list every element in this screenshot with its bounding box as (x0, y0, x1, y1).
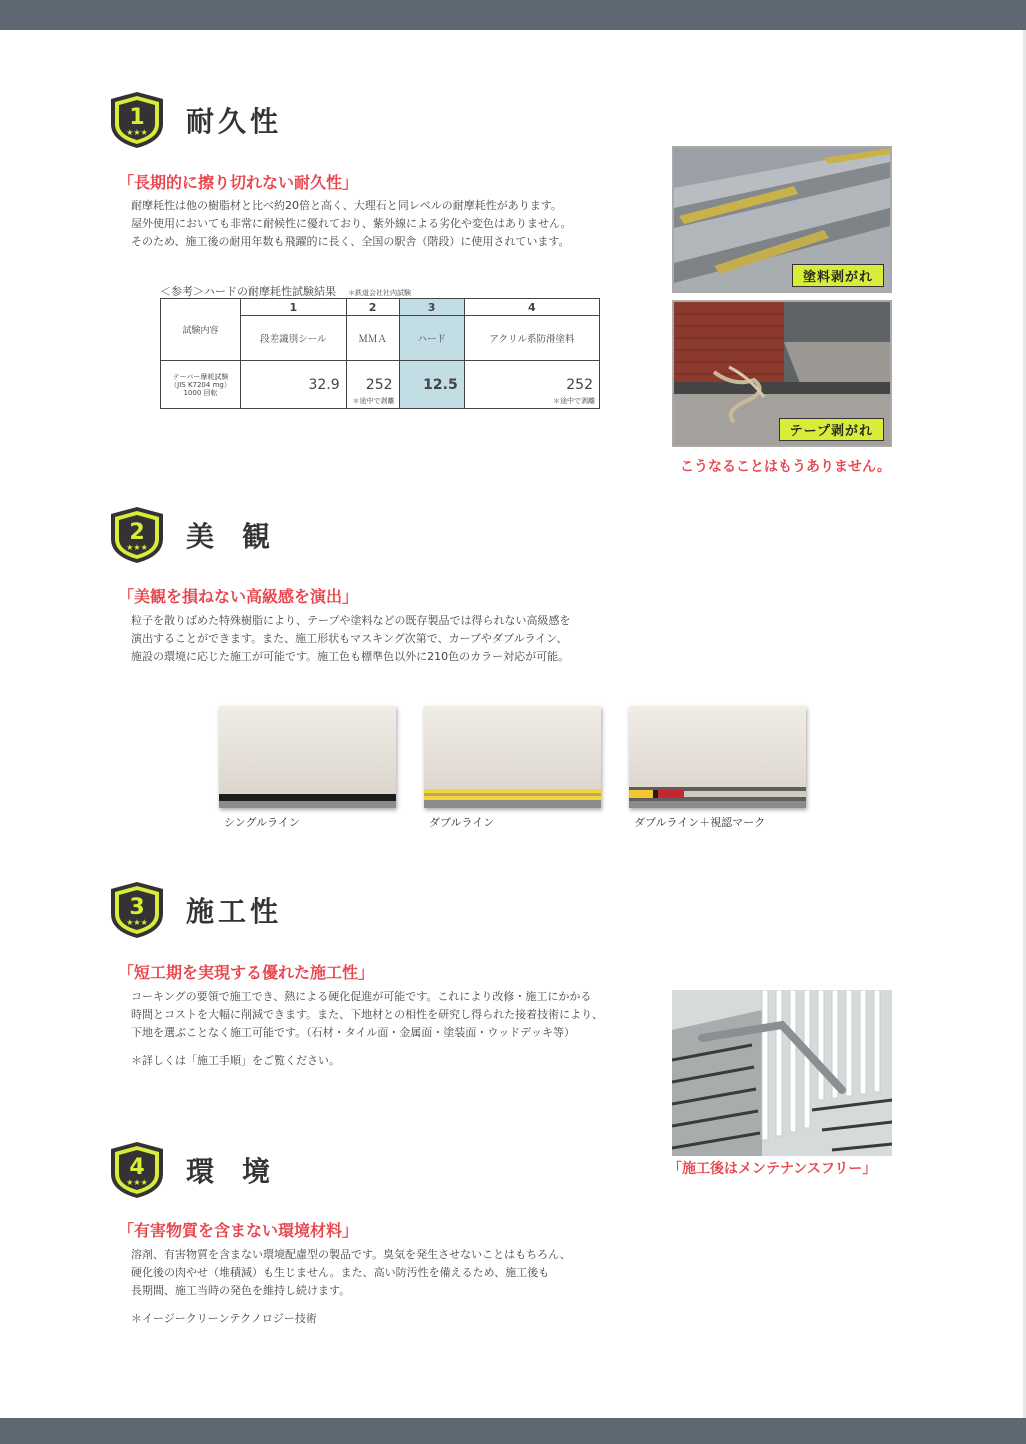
single-line-swatch (219, 706, 396, 808)
section-body: コーキングの要領で施工でき、熱による硬化促進が可能です。これにより改修・施工にかかる 時間とコストを大幅に削減できます。また、下地材との相性を研究し得られた接着技術により、 下地を選ぶことなく施工可能です。（石材・タイル面・金属面・塗装面・ウッドデッキ等） (131, 990, 604, 1039)
row-header-taber: テーバー摩耗試験 （JIS K7204 mg） 1000 回転 (161, 361, 241, 409)
section-title: 耐久性 (186, 105, 283, 138)
badge-number: 3 (129, 895, 145, 920)
badge-number: 1 (129, 105, 145, 130)
svg-text:★★★: ★★★ (126, 918, 148, 927)
swatch-label: シングルライン (224, 816, 300, 829)
badge-number: 2 (129, 520, 145, 545)
column-number: 2 (346, 299, 399, 316)
handrail-stairs-image (672, 990, 892, 1156)
photo-label: 塗料剥がれ (792, 264, 884, 287)
section-subhead: 「有害物質を含まない環境材料」 (118, 1221, 359, 1240)
result-value: 12.5 (399, 361, 464, 409)
section-subhead: 「美観を損ねない高級感を演出」 (118, 587, 359, 606)
shield-badge-icon (108, 90, 166, 150)
section-3-header (108, 880, 282, 940)
double-line-swatch (424, 706, 601, 808)
shield-badge-icon (108, 1140, 166, 1200)
section-body: 耐摩耗性は他の樹脂材と比べ約20倍と高く、大理石と同レベルの耐摩耗性があります。 屋外使用においても非常に耐候性に優れており、紫外線による劣化や変色はありません。 そのため、施工後の耐用年数も飛躍的に長く、全国の駅舎（階段）に使用されています。 (131, 199, 572, 248)
section-body: 溶剤、有害物質を含まない環境配慮型の製品です。臭気を発生させないことはもちろん、 硬化後の肉やせ（堆積減）も生じません。また、高い防汚性を備えるため、施工後も 長期間、施工当時の発色を維持し続けます。 (131, 1248, 571, 1297)
top-bar (0, 0, 1026, 30)
table-caption: ＜参考＞ハードの耐摩耗性試験結果 ＊鉄道会社社内試験 (160, 285, 411, 298)
column-number: 4 (464, 299, 599, 316)
section-subhead: 「短工期を実現する優れた施工性」 (118, 963, 375, 982)
svg-text:★★★: ★★★ (126, 543, 148, 552)
column-number: 3 (399, 299, 464, 316)
section-title: 施工性 (186, 895, 283, 928)
section-4-header (108, 1140, 298, 1200)
product-name: ハード (399, 316, 464, 361)
svg-text:★★★: ★★★ (126, 128, 148, 137)
shield-badge-icon (108, 505, 166, 565)
paint-peeling-photo (672, 146, 892, 293)
result-value: 252 ＊途中で剥離 (346, 361, 399, 409)
abrasion-results-table (160, 298, 600, 409)
section-subhead: 「長期的に擦り切れない耐久性」 (118, 173, 359, 192)
section-title: 美観 (186, 520, 299, 553)
section-title: 環境 (186, 1155, 299, 1188)
shield-badge-icon (108, 880, 166, 940)
result-value: 252 ＊途中で剥離 (464, 361, 599, 409)
section-2-header (108, 505, 298, 565)
row-header-test: 試験内容 (161, 299, 241, 361)
swatch-label: ダブルライン＋視認マーク (634, 816, 766, 829)
column-number: 1 (241, 299, 347, 316)
bottom-bar (0, 1418, 1026, 1444)
section-note: ＊詳しくは「施工手順」をご覧ください。 (131, 1054, 340, 1067)
section-note: ＊イージークリーンテクノロジー技術 (131, 1312, 317, 1325)
product-name: 段差識別シール (241, 316, 347, 361)
product-name: アクリル系防滑塗料 (464, 316, 599, 361)
staircase-photo (672, 990, 892, 1156)
section-body: 粒子を散りばめた特殊樹脂により、テープや塗料などの既存製品では得られない高級感を 演出することができます。また、施工形状もマスキング次第で、カーブやダブルライン、 施設の環境に応じた施工が可能です。施工色も標準色以外に210色のカラー対応が可能。 (131, 614, 571, 663)
no-more-caption: こうなることはもうありません。 (680, 459, 891, 475)
result-value: 32.9 (241, 361, 347, 409)
maintenance-free-caption: 「施工後はメンテナンスフリー」 (668, 1161, 877, 1177)
tape-peeling-photo (672, 300, 892, 447)
swatch-label: ダブルライン (429, 816, 495, 829)
badge-number: 4 (129, 1155, 145, 1180)
section-1-header (108, 90, 282, 150)
double-line-mark-swatch (629, 706, 806, 808)
svg-text:★★★: ★★★ (126, 1178, 148, 1187)
photo-label: テープ剥がれ (779, 418, 884, 441)
product-name: ＭＭＡ (346, 316, 399, 361)
